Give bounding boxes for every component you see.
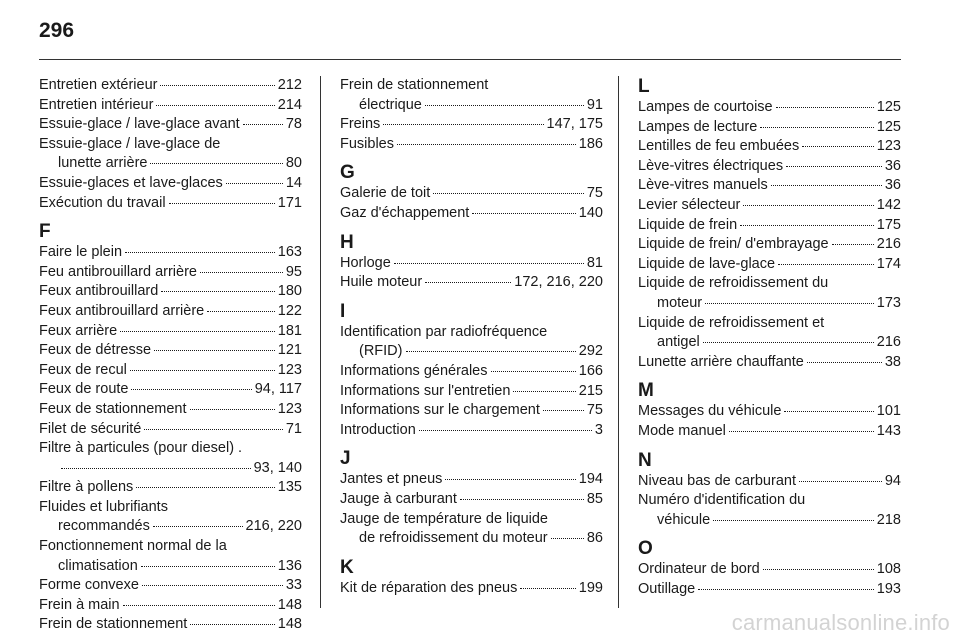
dot-leader	[169, 203, 275, 204]
entry-term: Feux de détresse	[39, 342, 152, 359]
dot-leader	[771, 185, 882, 186]
entry-term: Horloge	[340, 254, 391, 271]
watermark: carmanualsonline.info	[731, 610, 950, 635]
index-entry	[39, 302, 302, 322]
index-entry	[638, 580, 901, 600]
entry-page-ref[interactable]: 80	[285, 155, 302, 172]
dot-leader	[123, 605, 275, 606]
index-entry	[340, 421, 603, 441]
index-entry	[340, 254, 603, 274]
entry-page-ref[interactable]: 147, 175	[546, 116, 603, 133]
entry-term: Numéro d'identification du	[638, 492, 806, 509]
index-entry	[638, 216, 901, 236]
dot-leader	[136, 487, 275, 488]
index-entry	[39, 400, 302, 420]
entry-term: Fluides et lubrifiants	[39, 498, 168, 515]
dot-leader	[154, 350, 275, 351]
index-entry	[340, 490, 603, 510]
entry-term: véhicule	[657, 511, 711, 528]
entry-term: Liquide de frein/ d'embrayage	[638, 236, 829, 253]
entry-term: antigel	[657, 334, 700, 351]
entry-term: climatisation	[58, 557, 138, 574]
entry-page-ref[interactable]: 292	[578, 343, 603, 360]
entry-page-ref[interactable]: 163	[277, 244, 302, 261]
entry-term: Gaz d'échappement	[340, 204, 470, 221]
entry-term: Filtre à pollens	[39, 479, 134, 496]
entry-page-ref[interactable]: 85	[586, 490, 603, 507]
section-letter: G	[340, 162, 355, 184]
entry-page-ref[interactable]: 216, 220	[245, 518, 302, 535]
dot-leader	[705, 303, 874, 304]
index-entry	[638, 255, 901, 275]
index-entry	[340, 273, 603, 293]
index-entry	[39, 361, 302, 381]
index-entry	[39, 576, 302, 596]
index-entry	[638, 235, 901, 255]
entry-page-ref[interactable]: 214	[277, 96, 302, 113]
entry-term: Levier sélecteur	[638, 196, 741, 213]
entry-page-ref[interactable]: 143	[876, 422, 901, 439]
entry-page-ref[interactable]: 33	[285, 577, 302, 594]
index-entry	[39, 243, 302, 263]
dot-leader	[131, 389, 251, 390]
entry-term: Freins	[340, 116, 381, 133]
entry-term: Essuie-glaces et lave-glaces	[39, 174, 223, 191]
entry-term: Filtre à particules (pour diesel) .	[39, 440, 243, 457]
entry-term: Frein de stationnement	[340, 77, 489, 93]
entry-term: recommandés	[58, 518, 150, 535]
entry-term: Niveau bas de carburant	[638, 472, 796, 489]
section-letter: L	[638, 76, 650, 97]
entry-page-ref[interactable]: 121	[277, 342, 302, 359]
index-entry	[638, 98, 901, 118]
entry-term: Liquide de refroidissement du	[638, 275, 829, 292]
entry-page-ref[interactable]: 136	[277, 557, 302, 574]
dot-leader	[543, 410, 584, 411]
entry-term: Huile moteur	[340, 274, 423, 291]
entry-page-ref[interactable]: 216	[876, 334, 901, 351]
entry-term: Messages du véhicule	[638, 403, 782, 420]
entry-term: lunette arrière	[58, 155, 148, 172]
index-entry	[340, 184, 603, 204]
entry-term: Feu antibrouillard arrière	[39, 263, 197, 280]
index-entry	[39, 96, 302, 116]
entry-term: Identification par radiofréquence	[340, 323, 548, 340]
entry-page-ref[interactable]: 71	[285, 420, 302, 437]
dot-leader	[713, 520, 874, 521]
entry-term: Filet de sécurité	[39, 420, 142, 437]
entry-page-ref[interactable]: 86	[586, 530, 603, 547]
entry-page-ref[interactable]: 218	[876, 511, 901, 528]
dot-leader	[153, 526, 243, 527]
index-entry	[340, 401, 603, 421]
index-entry	[39, 478, 302, 498]
entry-page-ref[interactable]: 135	[277, 479, 302, 496]
dot-leader	[419, 430, 592, 431]
entry-page-ref[interactable]: 14	[285, 174, 302, 191]
entry-page-ref[interactable]: 140	[578, 204, 603, 221]
entry-term: Lentilles de feu embuées	[638, 138, 800, 155]
entry-term: Fonctionnement normal de la	[39, 538, 227, 555]
entry-term: Entretien intérieur	[39, 96, 154, 113]
entry-page-ref[interactable]: 215	[578, 382, 603, 399]
dot-leader	[776, 107, 874, 108]
index-entry	[340, 204, 603, 224]
entry-page-ref[interactable]: 93, 140	[253, 459, 302, 476]
dot-leader	[207, 311, 275, 312]
dot-leader	[397, 144, 576, 145]
index-entry	[39, 380, 302, 400]
index-entry	[39, 341, 302, 361]
column-divider	[320, 76, 321, 608]
entry-term: Essuie-glace / lave-glace de	[39, 135, 221, 152]
dot-leader	[125, 252, 275, 253]
entry-term: Lampes de courtoise	[638, 99, 773, 115]
index-entry	[39, 194, 302, 214]
dot-leader	[130, 370, 275, 371]
entry-term: Kit de réparation des pneus	[340, 579, 518, 596]
entry-page-ref[interactable]: 3	[594, 421, 603, 438]
dot-leader	[763, 569, 874, 570]
dot-leader	[802, 146, 874, 147]
entry-page-ref[interactable]: 180	[277, 283, 302, 300]
dot-leader	[460, 499, 584, 500]
entry-term: Faire le plein	[39, 244, 123, 261]
entry-page-ref[interactable]: 123	[277, 400, 302, 417]
index-entry	[39, 439, 302, 478]
entry-term: Jantes et pneus	[340, 471, 443, 488]
entry-term: Feux antibrouillard	[39, 283, 159, 300]
header-rule	[39, 59, 901, 60]
column-divider	[618, 76, 619, 608]
dot-leader	[406, 351, 576, 352]
index-entry	[340, 115, 603, 135]
index-entry	[638, 472, 901, 492]
entry-term: Ordinateur de bord	[638, 561, 760, 578]
entry-page-ref[interactable]: 75	[586, 185, 603, 202]
index-entry	[340, 76, 603, 115]
index-entry	[638, 274, 901, 313]
section-letter: H	[340, 231, 354, 253]
entry-page-ref[interactable]: 186	[578, 135, 603, 152]
dot-leader	[520, 588, 575, 589]
entry-page-ref[interactable]: 174	[876, 255, 901, 272]
page-number: 296	[39, 19, 75, 42]
section-letter: I	[340, 300, 346, 322]
dot-leader	[160, 85, 274, 86]
dot-leader	[433, 193, 584, 194]
dot-leader	[141, 566, 275, 567]
index-entry	[39, 596, 302, 616]
entry-page-ref[interactable]: 166	[578, 362, 603, 379]
dot-leader	[491, 371, 576, 372]
index-entry	[340, 579, 603, 599]
entry-page-ref[interactable]: 123	[277, 361, 302, 378]
entry-page-ref[interactable]: 94	[884, 472, 901, 489]
entry-term: moteur	[657, 294, 703, 311]
index-column-3	[638, 76, 901, 599]
dot-leader	[551, 538, 584, 539]
index-entry	[340, 382, 603, 402]
entry-page-ref[interactable]: 101	[876, 403, 901, 420]
entry-page-ref[interactable]: 193	[876, 580, 901, 597]
dot-leader	[472, 213, 575, 214]
entry-term: Fusibles	[340, 135, 394, 152]
entry-page-ref[interactable]: 172, 216, 220	[514, 274, 603, 291]
entry-term: Liquide de refroidissement et	[638, 314, 825, 331]
entry-term: Lève-vitres électriques	[638, 157, 784, 174]
index-entry	[638, 176, 901, 196]
entry-term: Informations sur le chargement	[340, 402, 540, 419]
entry-page-ref[interactable]: 36	[884, 157, 901, 174]
entry-term: Exécution du travail	[39, 194, 166, 211]
entry-term: Feux arrière	[39, 322, 118, 339]
entry-term: Entretien extérieur	[39, 77, 158, 93]
index-entry	[39, 76, 302, 96]
dot-leader	[445, 479, 575, 480]
index-entry	[340, 470, 603, 490]
entry-page-ref[interactable]: 173	[876, 294, 901, 311]
dot-leader	[144, 429, 283, 430]
entry-page-ref[interactable]: 75	[586, 402, 603, 419]
entry-term: électrique	[359, 96, 422, 113]
entry-page-ref[interactable]: 212	[277, 77, 302, 93]
index-column-1	[39, 76, 302, 635]
dot-leader	[703, 342, 874, 343]
section-letter: M	[638, 380, 654, 402]
dot-leader	[784, 411, 873, 412]
entry-page-ref[interactable]: 148	[277, 596, 302, 613]
dot-leader	[799, 481, 882, 482]
index-entry	[39, 174, 302, 194]
dot-leader	[425, 282, 511, 283]
index-entry	[340, 135, 603, 155]
dot-leader	[190, 409, 275, 410]
entry-page-ref[interactable]: 81	[586, 254, 603, 271]
entry-page-ref[interactable]: 171	[277, 194, 302, 211]
entry-page-ref[interactable]: 91	[586, 96, 603, 113]
entry-page-ref[interactable]: 142	[876, 196, 901, 213]
entry-term: Jauge de température de liquide	[340, 510, 548, 527]
entry-page-ref[interactable]: 36	[884, 177, 901, 194]
entry-page-ref[interactable]: 199	[578, 579, 603, 596]
entry-page-ref[interactable]: 125	[876, 118, 901, 135]
index-entry	[638, 137, 901, 157]
index-entry	[638, 118, 901, 138]
entry-page-ref[interactable]: 95	[285, 263, 302, 280]
entry-term: Frein à main	[39, 596, 120, 613]
dot-leader	[120, 331, 275, 332]
dot-leader	[142, 585, 283, 586]
entry-page-ref[interactable]: 125	[876, 99, 901, 115]
index-entry	[638, 157, 901, 177]
section-letter: F	[39, 221, 51, 243]
dot-leader	[698, 589, 874, 590]
index-entry	[638, 196, 901, 216]
section-letter: J	[340, 448, 351, 470]
index-entry	[340, 362, 603, 382]
index-entry	[39, 115, 302, 135]
dot-leader	[394, 263, 584, 264]
entry-term: Frein de stationnement	[39, 616, 188, 633]
dot-leader	[226, 183, 283, 184]
index-entry	[638, 422, 901, 442]
entry-term: Feux de stationnement	[39, 400, 187, 417]
dot-leader	[383, 124, 543, 125]
index-column-2	[340, 76, 603, 598]
entry-page-ref[interactable]: 108	[876, 561, 901, 578]
index-entry	[39, 322, 302, 342]
entry-page-ref[interactable]: 175	[876, 216, 901, 233]
index-entry	[638, 491, 901, 530]
entry-term: Liquide de lave-glace	[638, 255, 776, 272]
dot-leader	[161, 291, 275, 292]
entry-term: Lunette arrière chauffante	[638, 353, 804, 370]
index-entry	[39, 420, 302, 440]
dot-leader	[729, 431, 874, 432]
entry-term: Informations sur l'entretien	[340, 382, 511, 399]
entry-page-ref[interactable]: 122	[277, 302, 302, 319]
entry-term: Lampes de lecture	[638, 118, 758, 135]
dot-leader	[150, 163, 282, 164]
index-entry	[340, 323, 603, 362]
dot-leader	[807, 362, 882, 363]
entry-term: Forme convexe	[39, 577, 139, 594]
entry-term: Feux antibrouillard arrière	[39, 302, 205, 319]
dot-leader	[786, 166, 882, 167]
entry-page-ref[interactable]: 148	[277, 616, 302, 633]
entry-page-ref[interactable]: 94, 117	[254, 381, 302, 398]
dot-leader	[61, 468, 251, 469]
dot-leader	[778, 264, 874, 265]
entry-term: Outillage	[638, 580, 696, 597]
entry-page-ref[interactable]: 78	[285, 116, 302, 133]
dot-leader	[743, 205, 873, 206]
entry-page-ref[interactable]: 216	[876, 236, 901, 253]
entry-term: Feux de route	[39, 381, 129, 398]
entry-term: Essuie-glace / lave-glace avant	[39, 116, 240, 133]
index-entry	[39, 263, 302, 283]
index-entry	[39, 282, 302, 302]
index-entry	[340, 510, 603, 549]
index-entry	[39, 615, 302, 635]
entry-page-ref[interactable]: 123	[876, 138, 901, 155]
index-entry	[39, 135, 302, 174]
entry-term: de refroidissement du moteur	[359, 530, 548, 547]
dot-leader	[190, 624, 274, 625]
entry-term: Informations générales	[340, 362, 488, 379]
entry-term: Introduction	[340, 421, 416, 438]
dot-leader	[200, 272, 283, 273]
dot-leader	[513, 391, 575, 392]
index-entry	[638, 353, 901, 373]
entry-page-ref[interactable]: 38	[884, 353, 901, 370]
dot-leader	[740, 225, 874, 226]
dot-leader	[156, 105, 274, 106]
entry-page-ref[interactable]: 194	[578, 471, 603, 488]
entry-term: Lève-vitres manuels	[638, 177, 768, 194]
entry-term: Feux de recul	[39, 361, 127, 378]
index-entry	[638, 560, 901, 580]
index-entry	[39, 537, 302, 576]
dot-leader	[243, 124, 283, 125]
section-letter: K	[340, 556, 354, 578]
dot-leader	[832, 244, 874, 245]
index-entry	[638, 402, 901, 422]
index-entry	[638, 314, 901, 353]
section-letter: O	[638, 538, 653, 560]
dot-leader	[425, 105, 584, 106]
entry-term: Liquide de frein	[638, 216, 738, 233]
entry-term: Galerie de toit	[340, 185, 431, 202]
entry-page-ref[interactable]: 181	[277, 322, 302, 339]
entry-term: Jauge à carburant	[340, 490, 457, 507]
entry-term: Mode manuel	[638, 422, 726, 439]
entry-term: (RFID)	[359, 343, 403, 360]
section-letter: N	[638, 449, 652, 471]
index-entry	[39, 498, 302, 537]
dot-leader	[760, 127, 874, 128]
